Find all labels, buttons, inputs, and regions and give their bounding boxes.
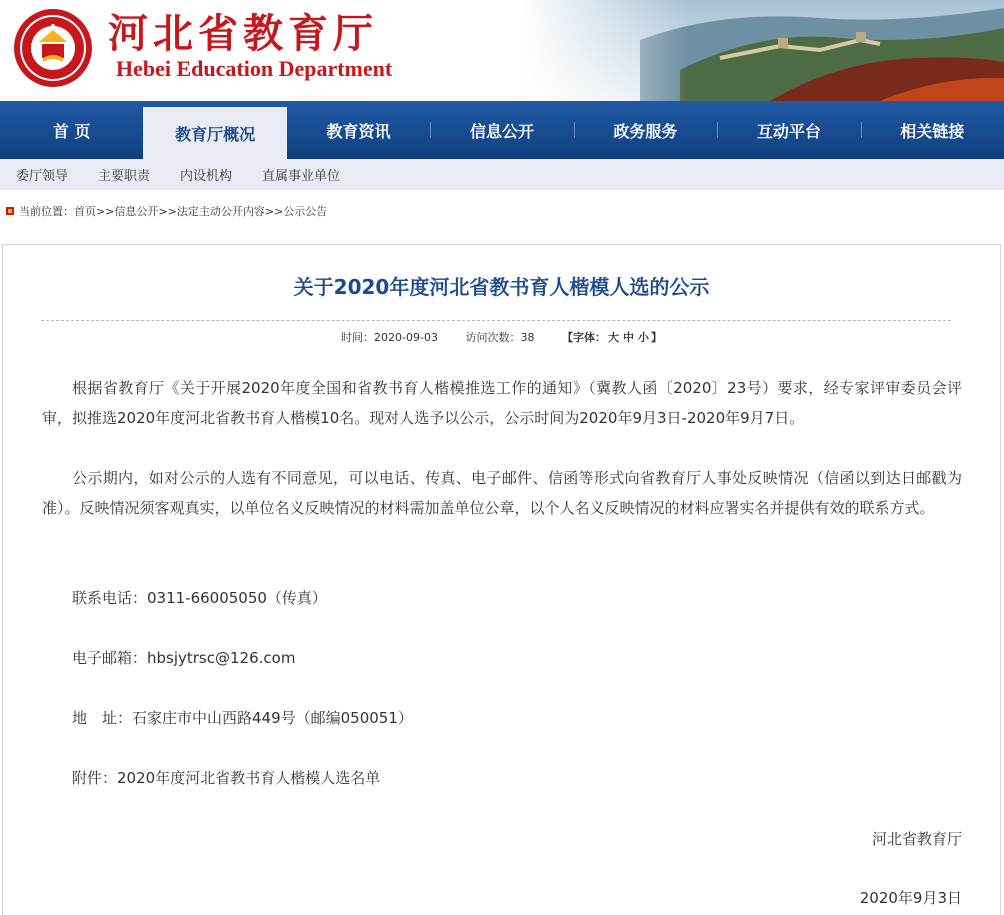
site-title-chinese: 河北省教育厅	[108, 10, 378, 57]
breadcrumb-square-icon	[6, 207, 14, 215]
font-small-button[interactable]: 小	[637, 331, 649, 344]
paragraph-objection: 公示期内，如对公示的人选有不同意见，可以电话、传真、电子邮件、信函等形式向省教育厅人事处反映情况（信函以到达日邮戳为准）。反映情况须客观真实，以单位名义反映情况的材料需加盖单位公章，以个人名义反映情况的材料应署实名并提供有效的联系方式。	[42, 469, 962, 517]
attachment-label: 附件：	[72, 769, 118, 787]
nav-government-services[interactable]: 政务服务	[574, 101, 717, 159]
breadcrumb-separator: >>	[264, 204, 284, 218]
signature: 河北省教育厅	[871, 830, 962, 848]
attachment-line	[42, 763, 962, 793]
nav-interaction-platform[interactable]: 互动平台	[717, 101, 860, 159]
breadcrumb-info-disclosure[interactable]: 信息公开	[114, 205, 159, 218]
visit-count: 访问次数：38	[465, 331, 535, 344]
sub-navigation	[0, 159, 1004, 190]
contact-email: 电子邮箱：hbsjytrsc@126.com	[72, 649, 296, 667]
signature-date: 2020年9月3日	[859, 889, 962, 907]
article-meta	[3, 330, 1000, 346]
breadcrumb-statutory-content[interactable]: 法定主动公开内容	[176, 205, 265, 218]
main-navigation	[0, 101, 1004, 159]
subnav-affiliated-units[interactable]: 直属事业单位	[262, 169, 341, 184]
nav-information-disclosure[interactable]: 信息公开	[430, 101, 573, 159]
subnav-internal-departments[interactable]: 内设机构	[180, 169, 233, 184]
nav-related-links[interactable]: 相关链接	[861, 101, 1004, 159]
publish-time: 时间：2020-09-03	[341, 331, 438, 344]
site-title-english: Hebei Education Department	[116, 56, 393, 81]
subnav-leaders[interactable]: 委厅领导	[16, 169, 69, 184]
contact-phone: 联系电话：0311-66005050（传真）	[72, 589, 327, 607]
breadcrumb-prefix: 当前位置：	[19, 205, 74, 218]
breadcrumb-announcements[interactable]: 公示公告	[283, 205, 328, 218]
breadcrumb	[0, 200, 327, 222]
nav-department-overview[interactable]: 教育厅概况	[143, 107, 286, 159]
great-wall-banner	[520, 0, 1004, 101]
education-seal-logo[interactable]	[13, 8, 93, 88]
paragraph-intro: 根据省教育厅《关于开展2020年度全国和省教书育人楷模推选工作的通知》（冀教人函〔2020〕23号）要求，经专家评审委员会评审，拟推选2020年度河北省教书育人楷模10名。现对人选予以公示，公示时间为2020年9月3日-2020年9月7日。	[42, 379, 962, 427]
title-divider	[41, 320, 951, 321]
article-title: 关于2020年度河北省教书育人楷模人选的公示	[293, 275, 710, 299]
breadcrumb-separator: >>	[158, 204, 177, 218]
article-container	[2, 244, 1001, 915]
attachment-link[interactable]: 2020年度河北省教书育人楷模人选名单	[117, 769, 381, 787]
breadcrumb-separator: >>	[96, 204, 115, 218]
contact-address: 地 址：石家庄市中山西路449号（邮编050051）	[72, 709, 413, 727]
site-header	[0, 0, 1004, 101]
subnav-responsibilities[interactable]: 主要职责	[98, 169, 151, 184]
breadcrumb-home[interactable]: 首页	[74, 205, 96, 218]
nav-education-news[interactable]: 教育资讯	[326, 121, 391, 141]
font-large-button[interactable]: 大	[607, 331, 619, 344]
font-medium-button[interactable]: 中	[622, 331, 634, 344]
nav-home[interactable]: 首 页	[52, 121, 91, 141]
font-size-control: 【字体： 大 中 小 】	[561, 331, 662, 344]
